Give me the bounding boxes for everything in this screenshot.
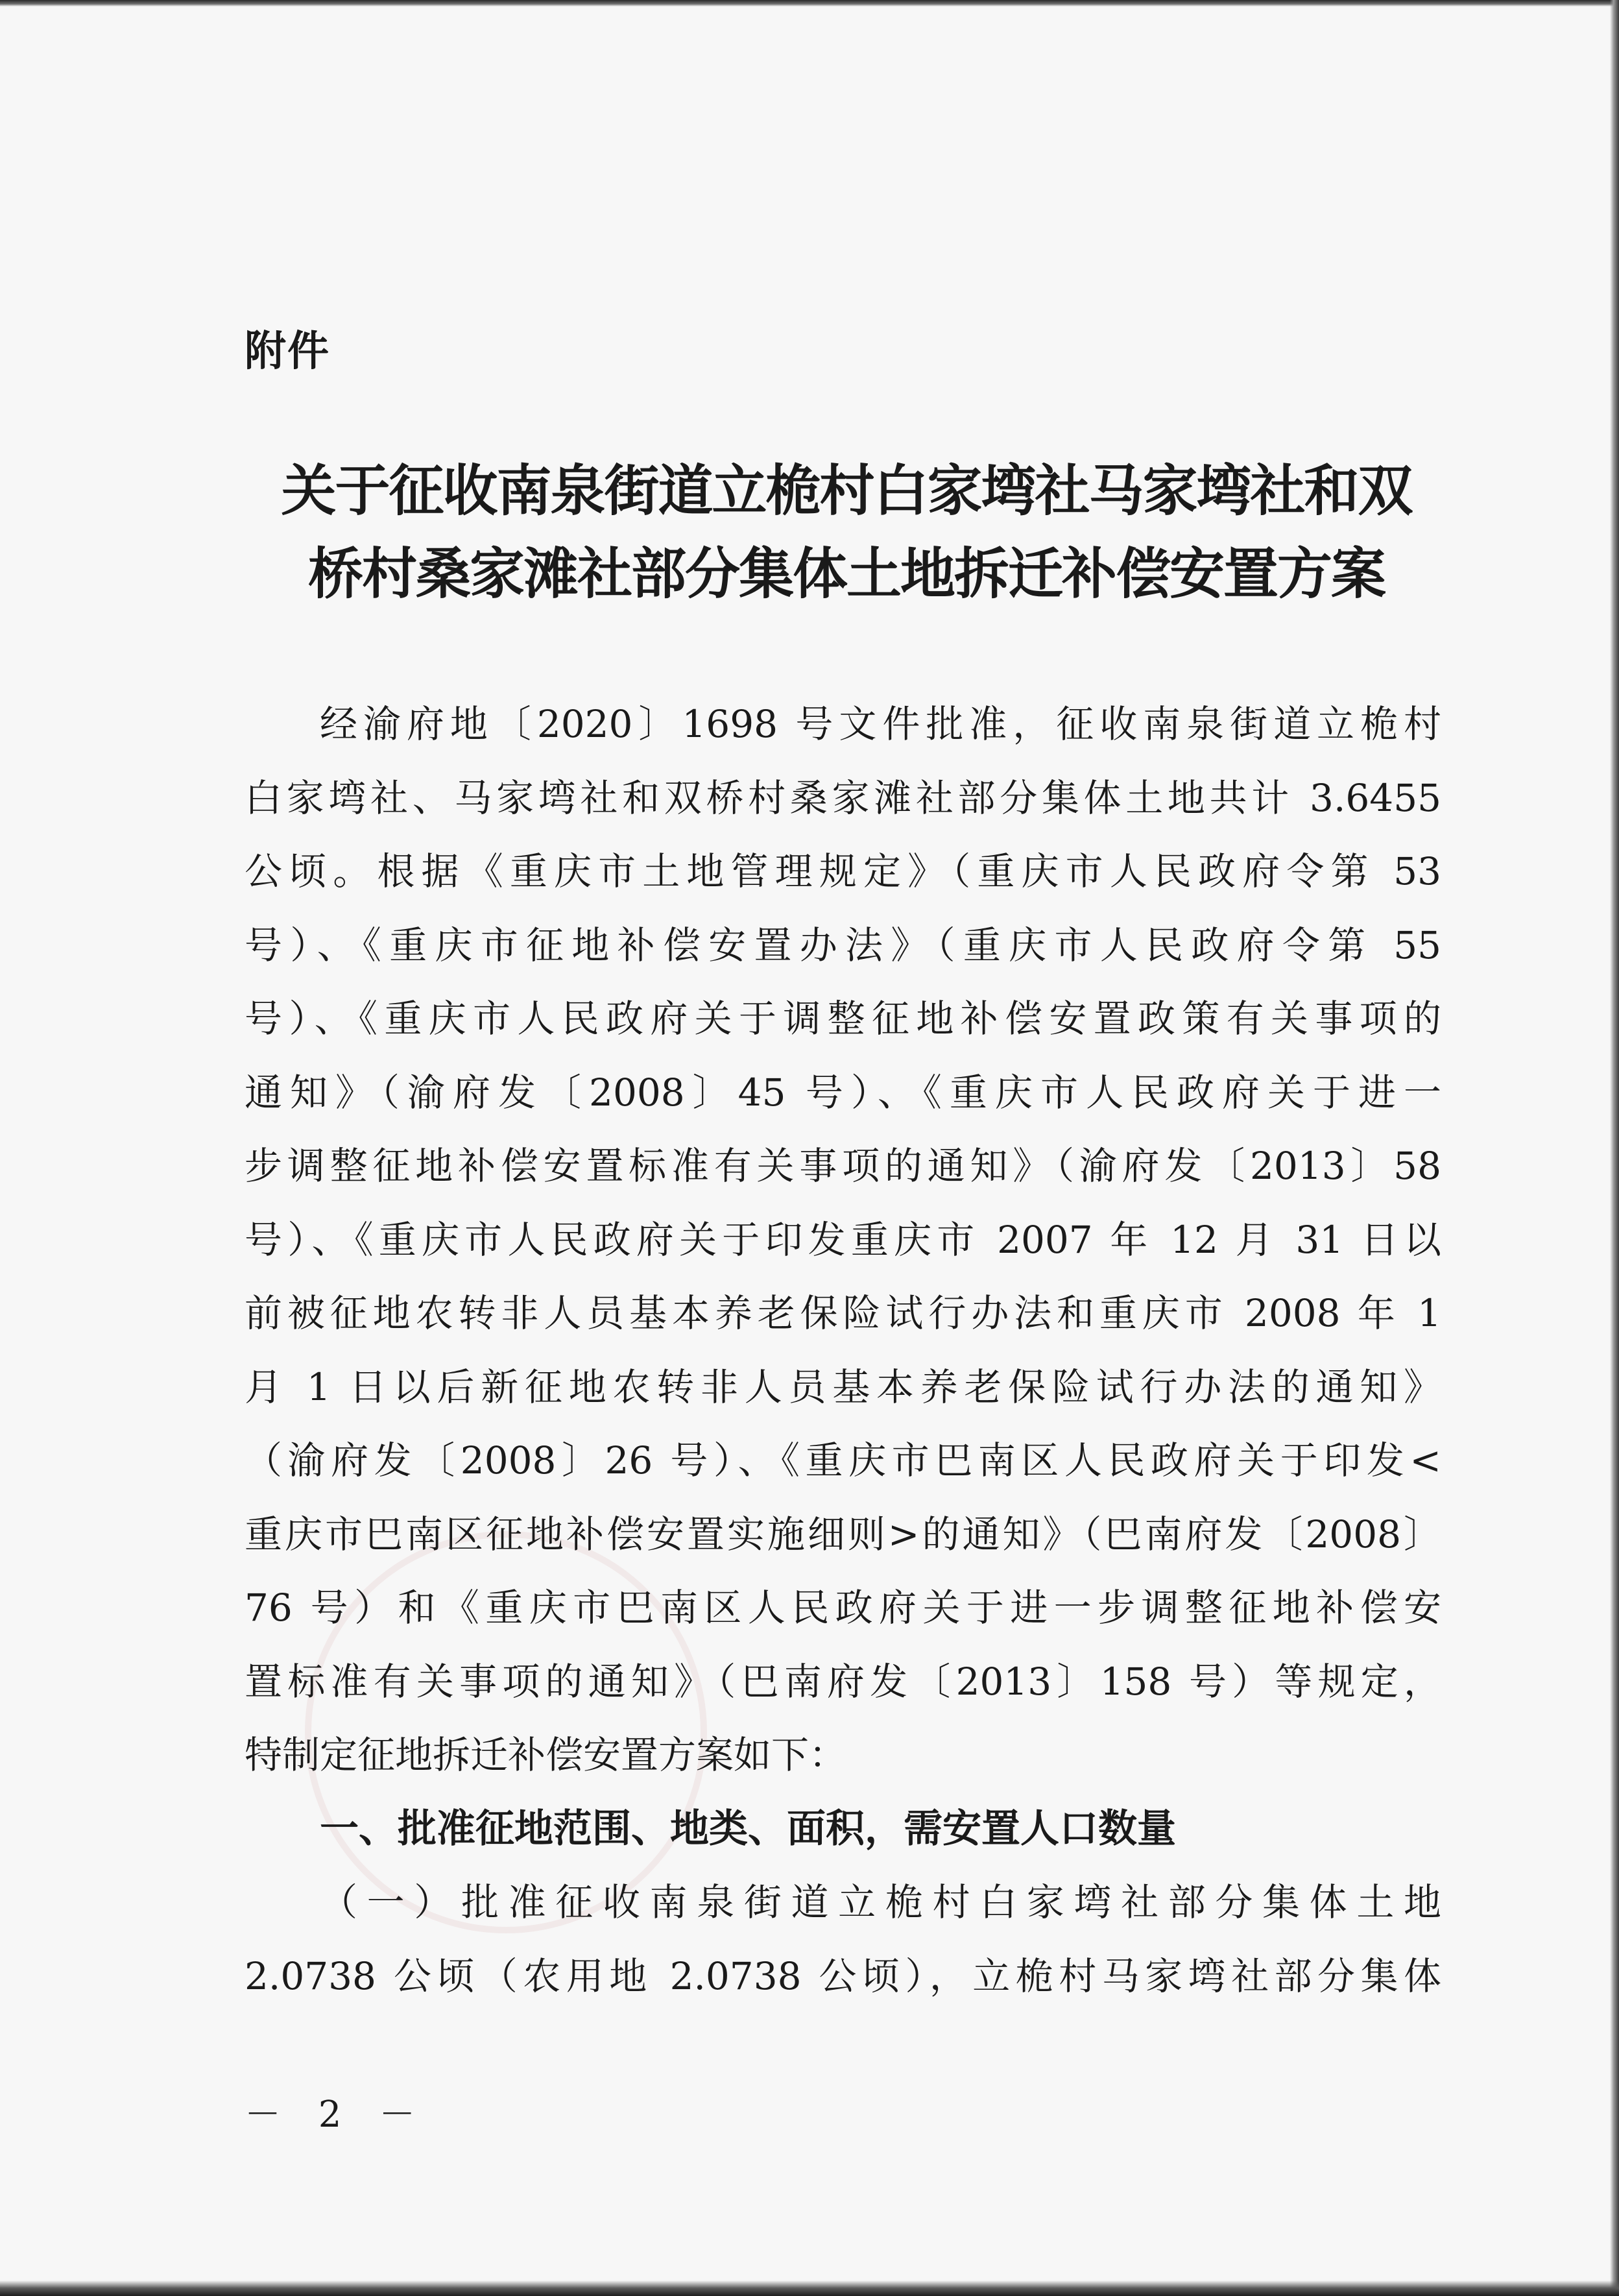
body-line: 通知》（渝府发〔2008〕45 号）、《重庆市人民政府关于进一 [245, 1070, 1441, 1115]
document-title [240, 450, 1453, 616]
scan-shadow-right [1610, 0, 1619, 2296]
body-line: 号）、《重庆市征地补偿安置办法》（重庆市人民政府令第 55 [245, 923, 1441, 967]
scan-shadow-top [0, 0, 1619, 6]
body-line: 号）、《重庆市人民政府关于调整征地补偿安置政策有关事项的 [245, 997, 1441, 1041]
body-line: 重庆市巴南区征地补偿安置实施细则>的通知》（巴南府发〔2008〕 [245, 1512, 1441, 1556]
section-line: 2.0738 公顷（农用地 2.0738 公顷），立桅村马家塆社部分集体 [245, 1953, 1441, 1998]
document-body [245, 688, 1441, 2013]
title-line-1: 关于征收南泉街道立桅村白家塆社马家塆社和双 [281, 459, 1412, 524]
body-line: （渝府发〔2008〕26 号）、《重庆市巴南区人民政府关于印发< [245, 1438, 1441, 1482]
section-line: （一）批准征收南泉街道立桅村白家塆社部分集体土地 [320, 1880, 1441, 1924]
attachment-label: 附件 [245, 328, 330, 376]
body-line: 号）、《重庆市人民政府关于印发重庆市 2007 年 12 月 31 日以 [245, 1217, 1441, 1262]
body-line: 步调整征地补偿安置标准有关事项的通知》（渝府发〔2013〕58 [245, 1144, 1441, 1188]
body-line: 特制定征地拆迁补偿安置方案如下： [245, 1733, 847, 1777]
body-line: 白家塆社、马家塆社和双桥村桑家滩社部分集体土地共计 3.6455 [245, 775, 1441, 820]
section-heading: 一、批准征地范围、地类、面积，需安置人口数量 [320, 1806, 1176, 1852]
title-line-2: 桥村桑家滩社部分集体土地拆迁补偿安置方案 [307, 542, 1385, 607]
page-number: － 2 － [245, 2094, 429, 2136]
body-line: 置标准有关事项的通知》（巴南府发〔2013〕158 号）等规定， [245, 1659, 1441, 1704]
body-line: 公顷。根据《重庆市土地管理规定》（重庆市人民政府令第 53 [245, 849, 1441, 893]
body-line: 经渝府地〔2020〕1698 号文件批准，征收南泉街道立桅村 [320, 702, 1441, 746]
body-line: 76 号）和《重庆市巴南区人民政府关于进一步调整征地补偿安 [245, 1586, 1441, 1630]
scan-shadow-bottom [0, 2280, 1619, 2296]
body-line: 前被征地农转非人员基本养老保险试行办法和重庆市 2008 年 1 [245, 1291, 1441, 1335]
body-line: 月 1 日以后新征地农转非人员基本养老保险试行办法的通知》 [245, 1364, 1441, 1409]
